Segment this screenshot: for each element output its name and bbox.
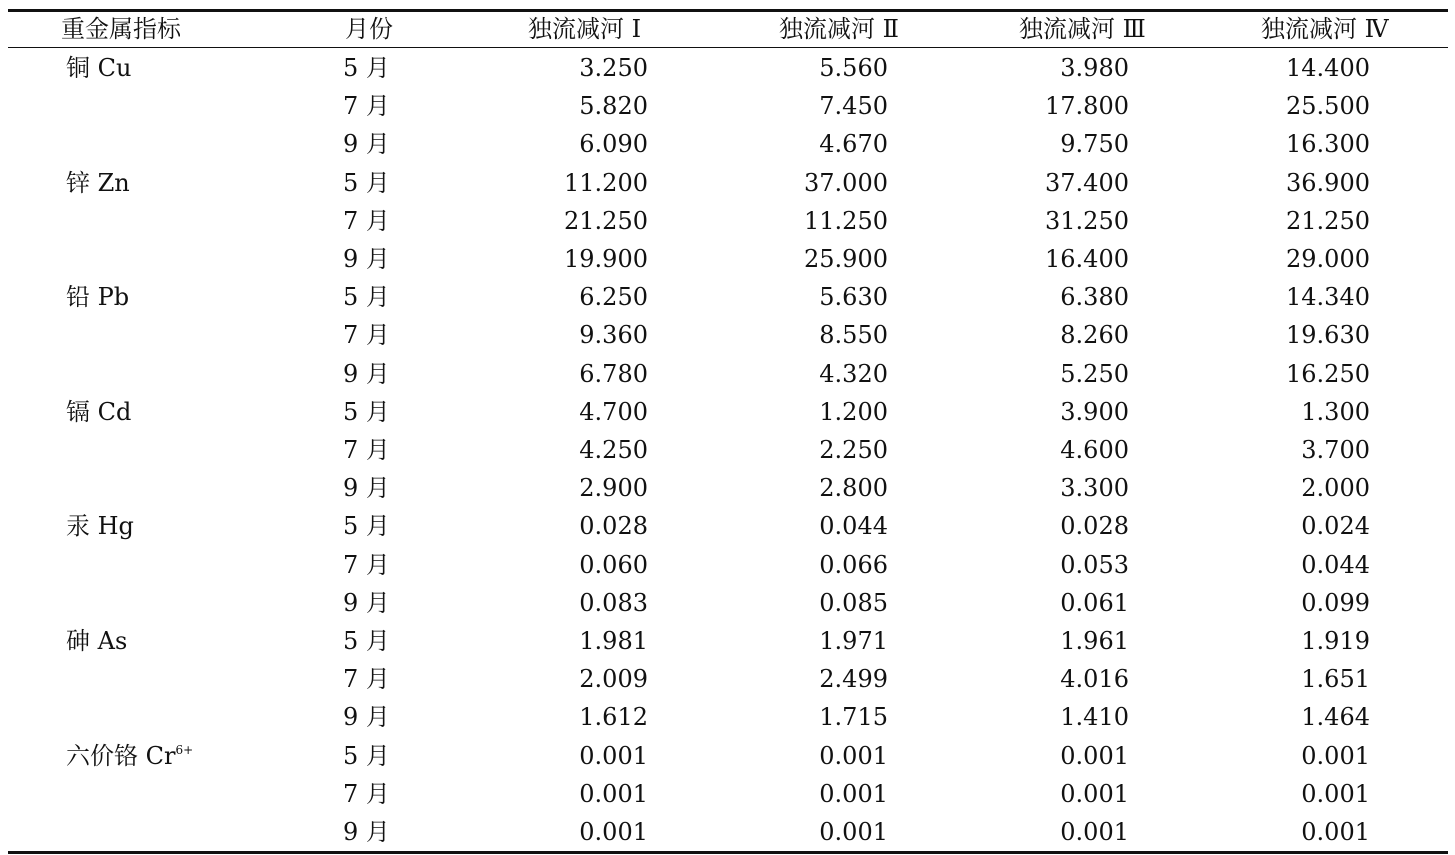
- value-site-4: 0.099: [1301, 588, 1370, 617]
- value-site-3: 17.800: [1045, 92, 1129, 121]
- value-site-2: 0.066: [819, 550, 888, 579]
- value-site-3: 0.001: [1060, 779, 1129, 808]
- value-site-3: 6.380: [1060, 283, 1129, 312]
- table-row: [8, 698, 1448, 736]
- value-site-2: 8.550: [819, 321, 888, 350]
- metal-label-text: 六价铬 Cr: [66, 741, 176, 770]
- table-row: [8, 507, 1448, 545]
- value-site-2: 0.001: [819, 779, 888, 808]
- metal-label: 铅 Pb: [66, 283, 130, 312]
- header-site-2: 独流减河 Ⅱ: [779, 15, 899, 43]
- table-row: [8, 355, 1448, 393]
- header-month: 月份: [345, 15, 393, 43]
- value-site-1: 9.360: [579, 321, 648, 350]
- value-site-1: 0.083: [579, 588, 648, 617]
- month-cell: 9 月: [343, 703, 390, 732]
- month-cell: 5 月: [343, 512, 390, 541]
- month-cell: 5 月: [343, 283, 390, 312]
- value-site-4: 1.464: [1301, 703, 1370, 732]
- value-site-1: 4.700: [579, 397, 648, 426]
- header-metal: 重金属指标: [61, 15, 181, 43]
- value-site-3: 5.250: [1060, 359, 1129, 388]
- value-site-1: 11.200: [564, 168, 648, 197]
- month-cell: 9 月: [343, 130, 390, 159]
- value-site-4: 16.250: [1286, 359, 1370, 388]
- metal-label: 铜 Cu: [66, 54, 132, 82]
- value-site-1: 1.981: [579, 627, 648, 655]
- value-site-1: 6.780: [579, 359, 648, 388]
- table-header-row: [8, 12, 1448, 47]
- month-cell: 7 月: [343, 779, 390, 808]
- month-cell: 5 月: [343, 627, 390, 655]
- header-site-1: 独流减河 Ⅰ: [528, 15, 642, 43]
- header-site-3: 独流减河 Ⅲ: [1019, 15, 1146, 43]
- value-site-2: 4.320: [819, 359, 888, 388]
- value-site-2: 2.250: [819, 436, 888, 464]
- value-site-3: 31.250: [1045, 206, 1129, 235]
- month-cell: 5 月: [343, 397, 390, 426]
- value-site-2: 25.900: [804, 245, 888, 273]
- table-row: [8, 546, 1448, 584]
- heavy-metal-table: [8, 9, 1448, 854]
- value-site-3: 0.028: [1060, 512, 1129, 541]
- value-site-4: 0.001: [1301, 779, 1370, 808]
- value-site-4: 19.630: [1286, 321, 1370, 350]
- value-site-3: 3.900: [1060, 397, 1129, 426]
- value-site-3: 0.001: [1060, 741, 1129, 770]
- table-row: [8, 813, 1448, 851]
- value-site-2: 2.800: [819, 474, 888, 503]
- value-site-2: 1.971: [819, 627, 888, 655]
- value-site-3: 8.260: [1060, 321, 1129, 350]
- value-site-1: 2.009: [579, 665, 648, 694]
- value-site-1: 0.001: [579, 779, 648, 808]
- metal-label: 镉 Cd: [66, 397, 132, 426]
- value-site-1: 4.250: [579, 436, 648, 464]
- month-cell: 7 月: [343, 550, 390, 579]
- table-row: [8, 87, 1448, 125]
- month-cell: 9 月: [343, 245, 390, 273]
- metal-label: 锌 Zn: [66, 168, 130, 197]
- month-cell: 7 月: [343, 436, 390, 464]
- table-row: [8, 49, 1448, 87]
- value-site-3: 37.400: [1045, 168, 1129, 197]
- value-site-2: 0.001: [819, 818, 888, 846]
- value-site-4: 16.300: [1286, 130, 1370, 159]
- month-cell: 7 月: [343, 665, 390, 694]
- header-site-4: 独流减河 Ⅳ: [1261, 15, 1389, 43]
- value-site-1: 6.090: [579, 130, 648, 159]
- value-site-4: 0.001: [1301, 818, 1370, 846]
- value-site-3: 0.061: [1060, 588, 1129, 617]
- value-site-3: 16.400: [1045, 245, 1129, 273]
- table-row: [8, 469, 1448, 507]
- value-site-2: 11.250: [804, 206, 888, 235]
- metal-label: [66, 737, 306, 775]
- month-cell: 9 月: [343, 359, 390, 388]
- value-site-2: 1.715: [819, 703, 888, 732]
- value-site-2: 37.000: [804, 168, 888, 197]
- value-site-1: 2.900: [579, 474, 648, 503]
- table-row: [8, 278, 1448, 316]
- value-site-2: 0.001: [819, 741, 888, 770]
- table-row: [8, 775, 1448, 813]
- value-site-4: 2.000: [1301, 474, 1370, 503]
- value-site-4: 21.250: [1286, 206, 1370, 235]
- table-row: [8, 202, 1448, 240]
- value-site-2: 4.670: [819, 130, 888, 159]
- table-row: [8, 737, 1448, 775]
- value-site-3: 0.053: [1060, 550, 1129, 579]
- value-site-4: 0.024: [1301, 512, 1370, 541]
- month-cell: 7 月: [343, 92, 390, 121]
- month-cell: 5 月: [343, 168, 390, 197]
- value-site-3: 0.001: [1060, 818, 1129, 846]
- value-site-3: 3.980: [1060, 54, 1129, 82]
- value-site-1: 1.612: [579, 703, 648, 732]
- value-site-2: 7.450: [819, 92, 888, 121]
- value-site-1: 21.250: [564, 206, 648, 235]
- value-site-1: 0.001: [579, 818, 648, 846]
- value-site-2: 5.630: [819, 283, 888, 312]
- value-site-2: 5.560: [819, 54, 888, 82]
- value-site-2: 0.085: [819, 588, 888, 617]
- table-bottom-rule: [8, 851, 1448, 854]
- value-site-4: 14.340: [1286, 283, 1370, 312]
- value-site-3: 3.300: [1060, 474, 1129, 503]
- value-site-2: 2.499: [819, 665, 888, 694]
- value-site-1: 5.820: [579, 92, 648, 121]
- month-cell: 9 月: [343, 474, 390, 503]
- table-body: [8, 49, 1448, 851]
- table-row: [8, 125, 1448, 163]
- value-site-1: 6.250: [579, 283, 648, 312]
- month-cell: 9 月: [343, 588, 390, 617]
- value-site-1: 0.060: [579, 550, 648, 579]
- value-site-4: 1.651: [1301, 665, 1370, 694]
- value-site-3: 1.961: [1060, 627, 1129, 655]
- value-site-1: 3.250: [579, 54, 648, 82]
- month-cell: 9 月: [343, 818, 390, 846]
- value-site-3: 1.410: [1060, 703, 1129, 732]
- value-site-4: 1.300: [1301, 397, 1370, 426]
- value-site-4: 3.700: [1301, 436, 1370, 464]
- metal-label: 汞 Hg: [66, 512, 134, 541]
- table-row: [8, 431, 1448, 469]
- metal-label: 砷 As: [66, 627, 128, 655]
- value-site-3: 9.750: [1060, 130, 1129, 159]
- value-site-4: 0.001: [1301, 741, 1370, 770]
- month-cell: 7 月: [343, 206, 390, 235]
- value-site-4: 14.400: [1286, 54, 1370, 82]
- value-site-4: 0.044: [1301, 550, 1370, 579]
- value-site-3: 4.016: [1060, 665, 1129, 694]
- value-site-1: 0.028: [579, 512, 648, 541]
- table-row: [8, 240, 1448, 278]
- table-row: [8, 316, 1448, 354]
- value-site-1: 0.001: [579, 741, 648, 770]
- table-row: [8, 622, 1448, 660]
- month-cell: 5 月: [343, 741, 390, 770]
- table-row: [8, 584, 1448, 622]
- table-row: [8, 164, 1448, 202]
- table-row: [8, 660, 1448, 698]
- month-cell: 5 月: [343, 54, 390, 82]
- value-site-2: 1.200: [819, 397, 888, 426]
- value-site-1: 19.900: [564, 245, 648, 273]
- table-row: [8, 393, 1448, 431]
- metal-label-superscript: 6+: [175, 742, 194, 757]
- value-site-4: 1.919: [1301, 627, 1370, 655]
- value-site-4: 36.900: [1286, 168, 1370, 197]
- month-cell: 7 月: [343, 321, 390, 350]
- value-site-3: 4.600: [1060, 436, 1129, 464]
- table-header-rule: [8, 47, 1448, 48]
- value-site-4: 25.500: [1286, 92, 1370, 121]
- value-site-2: 0.044: [819, 512, 888, 541]
- value-site-4: 29.000: [1286, 245, 1370, 273]
